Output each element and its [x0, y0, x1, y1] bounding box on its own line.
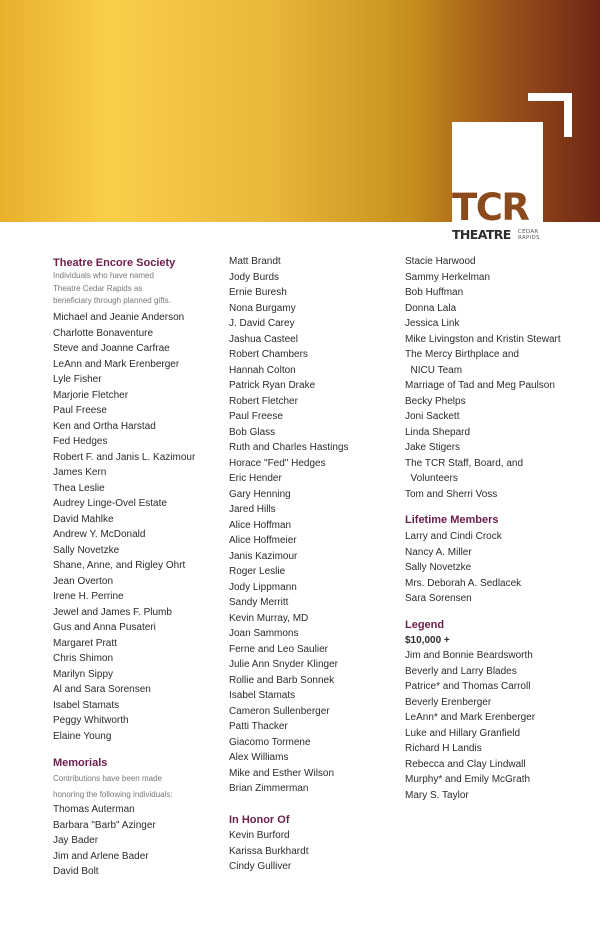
donor-name: Sally Novetzke	[53, 544, 120, 556]
donor-name: Marjorie Fletcher	[53, 389, 129, 401]
honoree-name: Joni Sackett	[405, 411, 460, 422]
legend-donor-name: Jim and Bonnie Beardsworth	[405, 650, 533, 661]
honoree-name: Jessica Link	[405, 318, 460, 329]
honoree-name: Becky Phelps	[405, 395, 466, 407]
honoree-name: Sammy Herkelman	[405, 271, 491, 283]
legend-donor-name: Patrice* and Thomas Carroll	[405, 681, 531, 692]
honoree-name: Stacie Harwood	[405, 256, 476, 267]
logo-mark: TCR	[452, 186, 529, 229]
donor-name: Chris Shimon	[53, 653, 114, 664]
lifetime-member-name: Sara Sorensen	[405, 593, 472, 604]
donor-name: Jewel and James F. Plumb	[53, 606, 172, 618]
memorial-name: Ferne and Leo Saulier	[229, 643, 328, 655]
legend-donor-name: Beverly and Larry Blades	[405, 665, 517, 677]
donor-name: Paul Freese	[53, 405, 107, 416]
section-heading-lifetime-members: Lifetime Members	[405, 514, 499, 526]
donor-name: Isabel Stamats	[53, 699, 120, 711]
honoree-name: NICU Team	[405, 364, 463, 376]
section-note: Individuals who have named	[53, 271, 154, 280]
lifetime-member-name: Sally Novetzke	[405, 562, 472, 573]
legend-tier-label: $10,000 +	[405, 635, 450, 646]
donor-name: Robert F. and Janis L. Kazimour	[53, 451, 196, 463]
memorial-name: J. David Carey	[229, 318, 295, 329]
memorial-name: Kevin Murray, MD	[229, 612, 309, 624]
section-heading-in-honor-of: In Honor Of	[229, 814, 290, 826]
honoree-name: Linda Shepard	[405, 426, 471, 438]
memorial-name: Jared Hills	[229, 504, 276, 515]
section-note: honoring the following individuals:	[53, 789, 173, 799]
memorial-name: Robert Chambers	[229, 349, 308, 360]
memorial-name: Alice Hoffman	[229, 519, 292, 531]
memorial-name: Jay Bader	[53, 835, 99, 846]
honoree-name: Kevin Burford	[229, 830, 290, 841]
memorial-name: Eric Hender	[229, 473, 282, 484]
legend-donor-name: Rebecca and Clay Lindwall	[405, 758, 526, 770]
donor-name: Marilyn Sippy	[53, 668, 114, 680]
honoree-name: Karissa Burkhardt	[229, 845, 309, 857]
memorial-name: Jody Lippmann	[229, 581, 297, 593]
donor-name: Lyle Fisher	[53, 374, 102, 385]
memorial-name: Barbara "Barb" Azinger	[53, 819, 156, 831]
memorial-name: Ruth and Charles Hastings	[229, 442, 349, 453]
honoree-name: The TCR Staff, Board, and	[405, 457, 524, 469]
lifetime-member-name: Larry and Cindi Crock	[405, 531, 502, 542]
donor-name: Irene H. Perrine	[53, 591, 124, 602]
memorial-name: David Bolt	[53, 866, 99, 877]
memorial-name: Robert Fletcher	[229, 395, 298, 407]
legend-donor-name: Richard H Landis	[405, 743, 482, 754]
memorial-name: Gary Henning	[229, 488, 291, 500]
memorial-name: Mike and Esther Wilson	[229, 767, 335, 779]
honoree-name: Volunteers	[405, 473, 458, 484]
honoree-name: Mike Livingston and Kristin Stewart	[405, 333, 561, 345]
memorial-name: Paul Freese	[229, 411, 283, 422]
donor-name: James Kern	[53, 467, 107, 478]
memorial-name: Janis Kazimour	[229, 550, 298, 562]
honoree-name: Jake Stigers	[405, 442, 461, 453]
memorial-name: Patti Thacker	[229, 721, 288, 732]
donor-name: Audrey Linge-Ovel Estate	[53, 498, 167, 509]
donor-name: Ken and Ortha Harstad	[53, 420, 156, 432]
memorial-name: Patrick Ryan Drake	[229, 380, 316, 391]
donor-name: Fed Hedges	[53, 436, 108, 447]
memorial-name: Alex Williams	[229, 752, 289, 763]
memorial-name: Cameron Sullenberger	[229, 705, 330, 717]
memorial-name: Hannah Colton	[229, 364, 296, 376]
memorial-name: Alice Hoffmeier	[229, 535, 297, 546]
donor-name: Charlotte Bonaventure	[53, 327, 154, 339]
honoree-name: Bob Huffman	[405, 287, 464, 298]
donor-name: Steve and Joanne Carfrae	[53, 343, 170, 354]
section-note: Contributions have been made	[53, 774, 162, 783]
memorial-name: Brian Zimmerman	[229, 783, 309, 794]
section-heading-legend: Legend	[405, 619, 445, 631]
lifetime-member-name: Mrs. Deborah A. Sedlacek	[405, 577, 522, 589]
memorial-name: Giacomo Tormene	[229, 736, 311, 748]
memorial-name: Jashua Casteel	[229, 333, 298, 345]
memorial-name: Joan Sammons	[229, 628, 299, 639]
memorial-name: Rollie and Barb Sonnek	[229, 674, 335, 686]
memorial-name: Isabel Stamats	[229, 690, 296, 701]
honoree-name: Cindy Gulliver	[229, 861, 292, 872]
memorial-name: Jody Burds	[229, 271, 280, 283]
donor-name: Gus and Anna Pusateri	[53, 622, 156, 633]
memorial-name: Nona Burgamy	[229, 302, 296, 314]
lifetime-member-name: Nancy A. Miller	[405, 546, 472, 558]
legend-donor-name: Beverly Erenberger	[405, 696, 492, 708]
honoree-name: Marriage of Tad and Meg Paulson	[405, 380, 555, 391]
donor-name: Michael and Jeanie Anderson	[53, 312, 185, 323]
donor-name: Peggy Whitworth	[53, 715, 129, 726]
memorial-name: Thomas Auterman	[53, 804, 135, 815]
donor-name: Andrew Y. McDonald	[53, 529, 146, 540]
logo-location	[518, 229, 548, 241]
donor-name: Thea Leslie	[53, 482, 105, 494]
memorial-name: Horace "Fed" Hedges	[229, 457, 326, 469]
logo-wordmark: THEATRE	[452, 227, 511, 242]
section-heading-memorials: Memorials	[53, 757, 108, 769]
memorial-name: Julie Ann Snyder Klinger	[229, 659, 338, 670]
legend-donor-name: Murphy* and Emily McGrath	[405, 774, 531, 785]
donor-name: Elaine Young	[53, 730, 112, 742]
donor-name: Shane, Anne, and Rigley Ohrt	[53, 560, 186, 571]
honoree-name: Donna Lala	[405, 302, 457, 314]
donor-name: Margaret Pratt	[53, 637, 117, 649]
section-note: beneficiary through planned gifts.	[53, 296, 171, 306]
legend-donor-name: LeAnn* and Mark Erenberger	[405, 712, 536, 723]
memorial-name: Bob Glass	[229, 426, 276, 438]
donor-name: Jean Overton	[53, 575, 114, 587]
legend-donor-name: Mary S. Taylor	[405, 789, 469, 801]
legend-donor-name: Luke and Hillary Granfield	[405, 727, 521, 739]
honoree-name: Tom and Sherri Voss	[405, 488, 498, 500]
donor-name: David Mahlke	[53, 513, 114, 525]
section-note: Theatre Cedar Rapids as	[53, 283, 143, 293]
memorial-name: Matt Brandt	[229, 256, 281, 267]
memorial-name: Jim and Arlene Bader	[53, 850, 149, 862]
logo-location-text: CEDAR RAPIDS	[518, 229, 540, 241]
honoree-name: The Mercy Birthplace and	[405, 349, 519, 360]
donor-name: LeAnn and Mark Erenberger	[53, 358, 180, 370]
donor-name: Al and Sara Sorensen	[53, 684, 151, 695]
section-heading-encore: Theatre Encore Society	[53, 257, 176, 269]
memorial-name: Ernie Buresh	[229, 287, 287, 298]
memorial-name: Roger Leslie	[229, 566, 286, 577]
memorial-name: Sandy Merritt	[229, 597, 289, 608]
